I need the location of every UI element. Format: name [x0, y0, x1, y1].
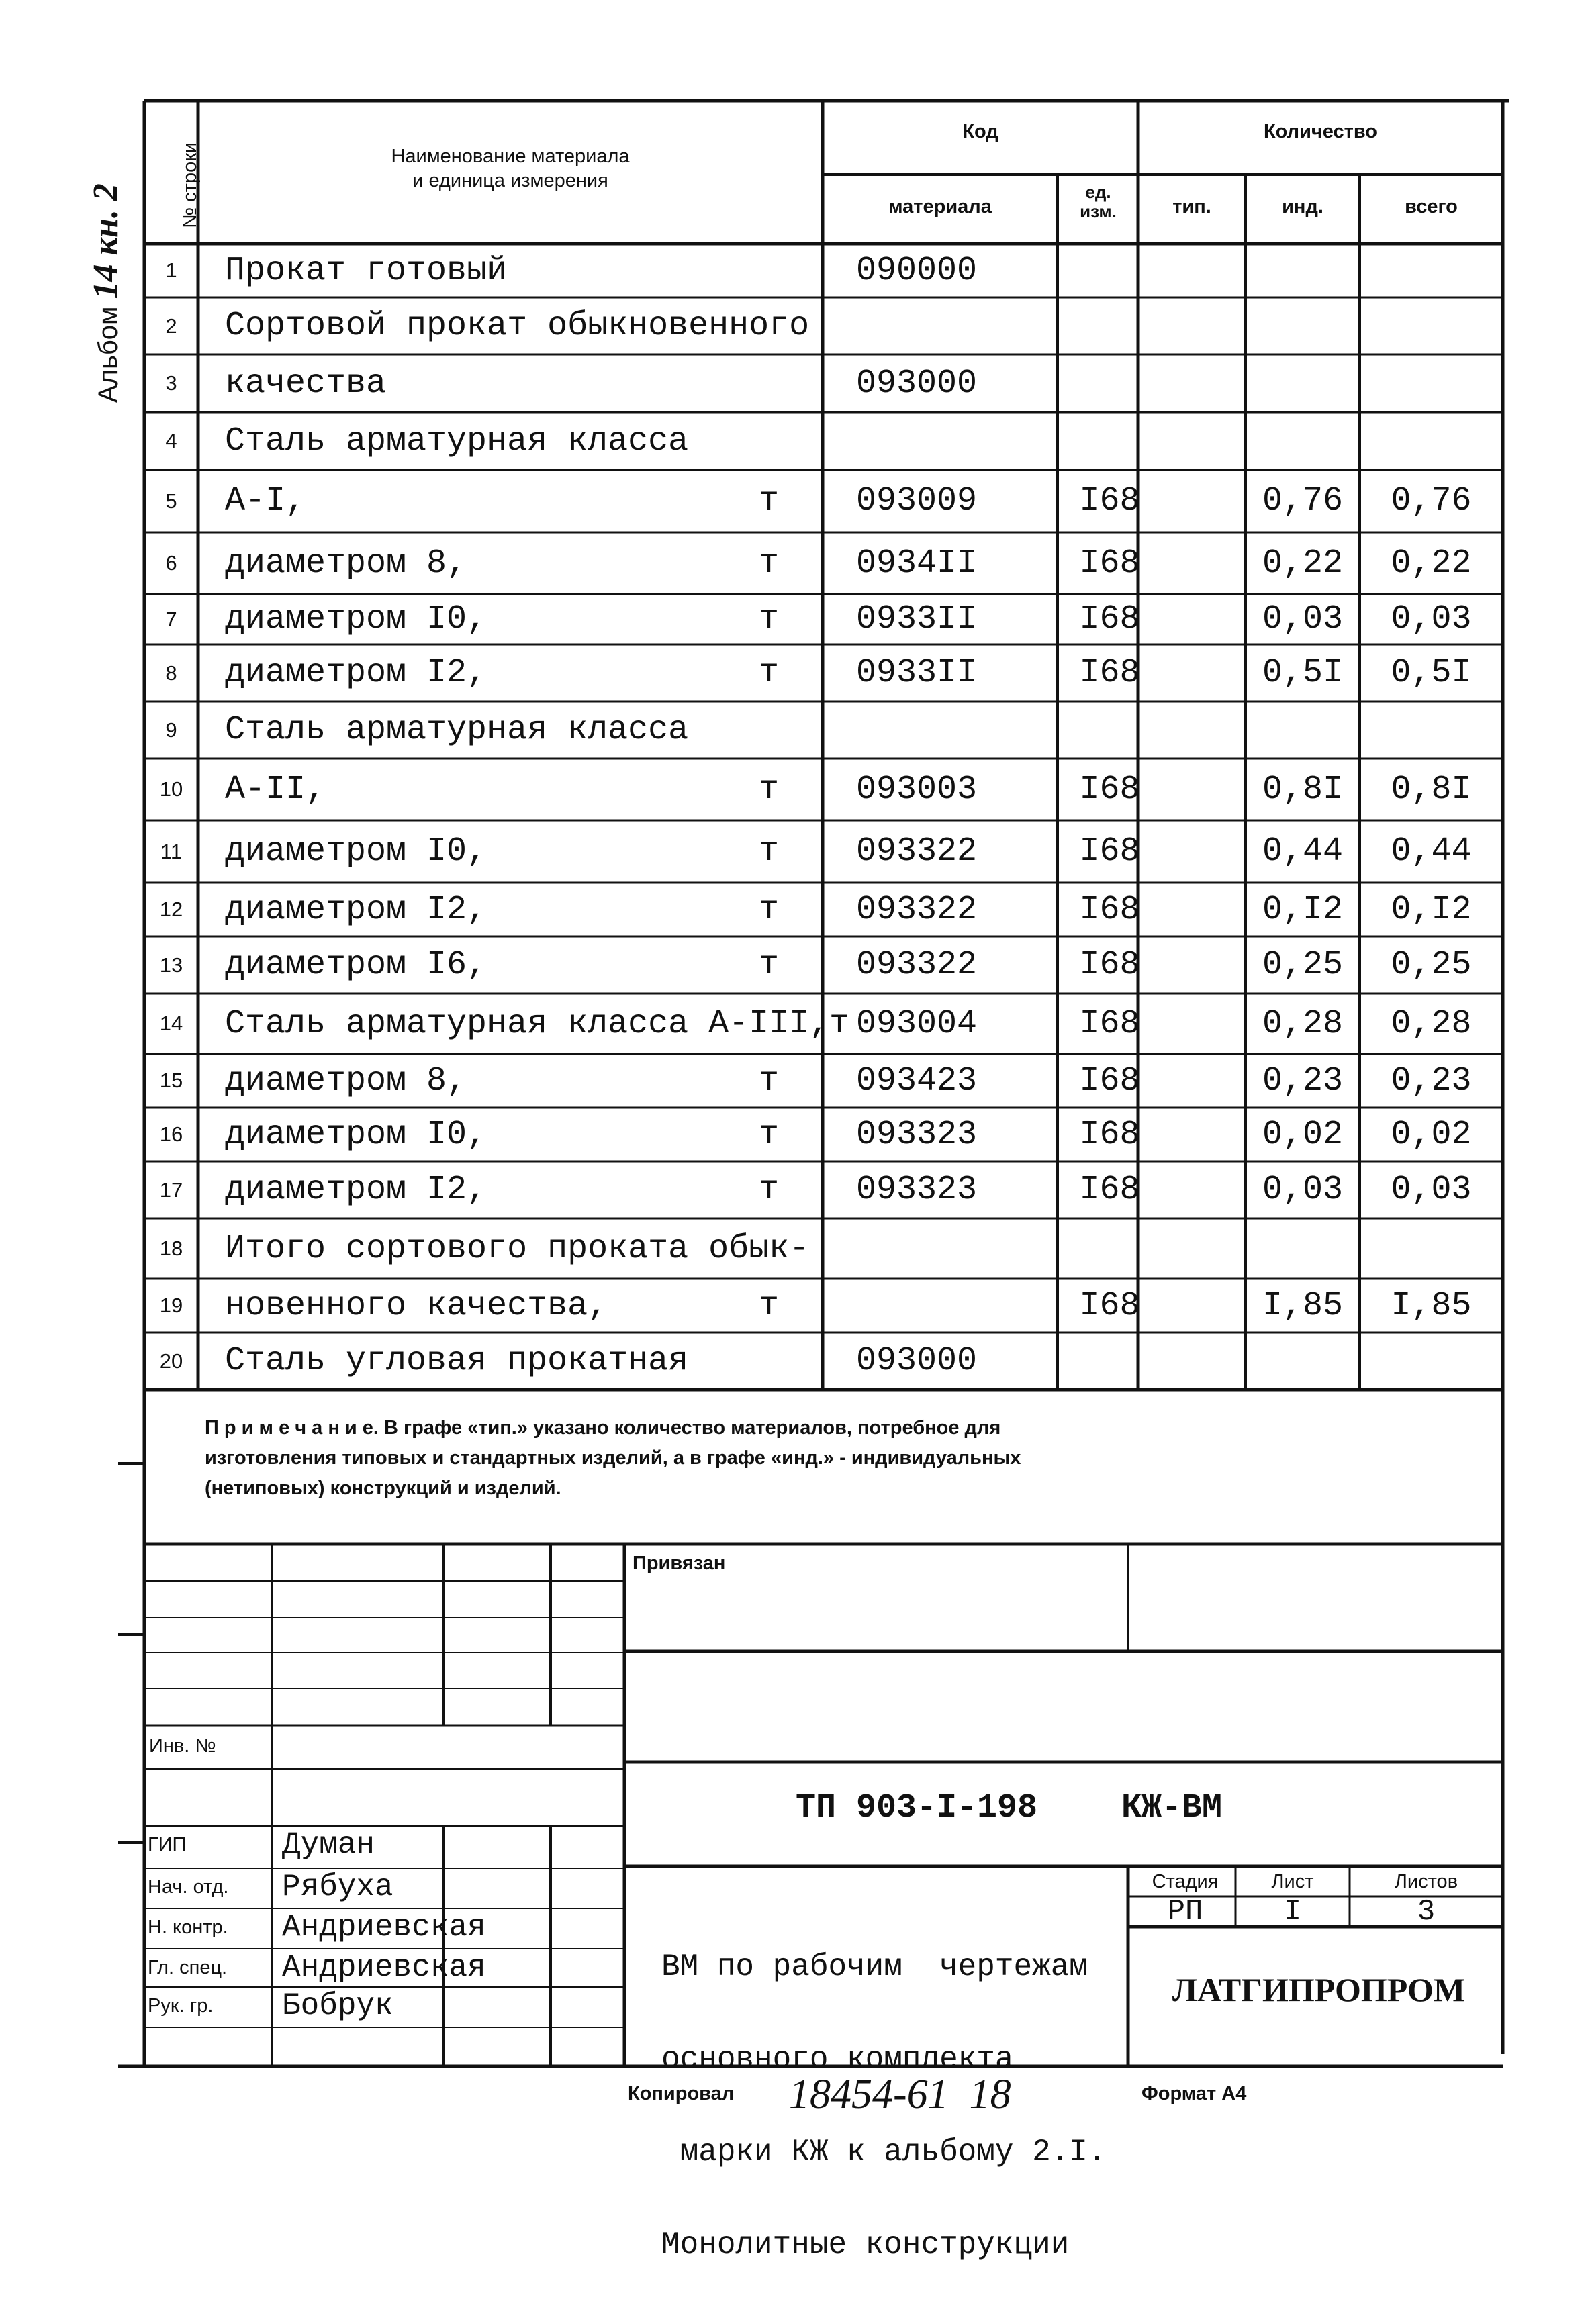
document-code: ТП 903-I-198: [796, 1789, 1038, 1827]
material-code: [856, 1218, 1051, 1279]
row-number: 12: [159, 898, 183, 921]
header-row-number-text: № строки: [179, 142, 201, 228]
signature-name: Андриевская: [282, 1950, 486, 1985]
material-code: 093323: [856, 1171, 978, 1209]
header-code-material: материала: [888, 196, 992, 217]
material-code: 093322: [856, 946, 978, 984]
qty-total: 0,I2: [1391, 890, 1472, 929]
qty-total: 0,23: [1391, 1061, 1472, 1100]
material-code: 093423: [856, 1061, 978, 1100]
material-name: диаметром I2,: [225, 890, 487, 929]
qty-individual: 0,5I: [1262, 654, 1344, 692]
unit: т: [758, 544, 779, 583]
title-line: марки КЖ к альбому 2.I.: [661, 2135, 1107, 2170]
header-qty-total: всего: [1405, 196, 1458, 217]
table-row: [144, 883, 1503, 936]
unit: [735, 1333, 802, 1390]
table-row: [144, 1333, 1503, 1390]
row-number: 1: [165, 258, 177, 282]
qty-individual: [1246, 297, 1360, 354]
unit: т: [758, 770, 779, 809]
header-name: Наименование материала и единица измерения: [391, 146, 630, 192]
row-number: 2: [165, 313, 177, 338]
qty-total: [1360, 412, 1503, 470]
row-number: 3: [165, 371, 177, 395]
unit-code: [1058, 701, 1162, 759]
material-code: 093009: [856, 482, 978, 520]
material-name: Сталь арматурная класса: [225, 711, 689, 749]
title-line: Монолитные конструкции: [661, 2227, 1070, 2262]
copy-number: 18454-61 18: [789, 2072, 1011, 2117]
unit-code: I68: [1079, 1115, 1140, 1154]
qty-total: [1360, 297, 1503, 354]
row-number: 11: [160, 839, 183, 863]
stage-label: Стадия: [1152, 1871, 1219, 1892]
material-code: 0933II: [856, 654, 978, 692]
material-code: 090000: [856, 251, 978, 290]
signature-role: Рук. гр.: [148, 1995, 214, 2017]
unit-code: I68: [1079, 654, 1140, 692]
unit: т: [758, 890, 779, 929]
table-row: [144, 759, 1503, 820]
sheets-label: Листов: [1394, 1871, 1458, 1892]
note-line: П р и м е ч а н и е. В графе «тип.» указано количество материалов, потребное для: [205, 1417, 1001, 1439]
qty-individual: 0,28: [1262, 1004, 1344, 1043]
qty-total: [1360, 1218, 1503, 1279]
material-name: диаметром I0,: [225, 1115, 487, 1154]
material-name: Сталь арматурная класса А-III,т: [225, 1004, 850, 1043]
qty-individual: 0,44: [1262, 832, 1344, 871]
unit: т: [758, 1171, 779, 1209]
qty-total: 0,22: [1391, 544, 1472, 583]
header-qty-ind: инд.: [1282, 196, 1323, 217]
row-number: 18: [159, 1237, 183, 1260]
table-row: [144, 994, 1503, 1054]
unit: [735, 297, 802, 354]
material-name: качества: [225, 364, 387, 403]
unit: т: [758, 946, 779, 984]
qty-individual: 0,25: [1262, 946, 1344, 984]
table-row: [144, 594, 1503, 644]
table-row: [144, 1108, 1503, 1161]
unit: [735, 994, 802, 1054]
signature-name: Думан: [282, 1827, 375, 1862]
unit: [735, 701, 802, 759]
material-name: Итого сортового проката обык-: [225, 1229, 810, 1268]
material-name: Сортовой прокат обыкновенного: [225, 307, 810, 345]
table-row: [144, 1161, 1503, 1218]
qty-individual: 0,02: [1262, 1115, 1344, 1154]
qty-total: 0,44: [1391, 832, 1472, 871]
document-mark: КЖ-ВМ: [1121, 1789, 1223, 1827]
header-code-unit: ед. изм.: [1080, 182, 1117, 222]
qty-total: 0,8I: [1391, 770, 1472, 809]
material-code: [856, 701, 1051, 759]
signature-role: ГИП: [148, 1834, 187, 1855]
unit-code: I68: [1079, 1004, 1140, 1043]
qty-individual: [1246, 1333, 1360, 1390]
material-name: А-II,: [225, 770, 326, 809]
table-row: [144, 532, 1503, 594]
row-number: 8: [165, 661, 177, 685]
signature-name: Бобрук: [282, 1988, 393, 2023]
unit: т: [758, 654, 779, 692]
table-row: [144, 701, 1503, 759]
qty-individual: I,85: [1262, 1286, 1344, 1325]
row-number: 20: [159, 1349, 183, 1373]
qty-individual: 0,I2: [1262, 890, 1344, 929]
note-line: изготовления типовых и стандартных изделий, а в графе «инд.» - индивидуальных: [205, 1447, 1021, 1469]
organization-name: ЛАТГИПРОПРОМ: [1172, 1971, 1466, 2008]
table-row: [144, 936, 1503, 994]
row-number: 5: [165, 489, 177, 513]
unit-code: I68: [1079, 832, 1140, 871]
signature-name: Андриевская: [282, 1910, 486, 1945]
table-row: [144, 644, 1503, 701]
material-name: Прокат готовый: [225, 251, 508, 290]
unit-code: [1058, 1333, 1162, 1390]
qty-total: [1360, 1333, 1503, 1390]
table-row: [144, 244, 1503, 297]
unit-code: I68: [1079, 544, 1140, 583]
row-number: 6: [165, 551, 177, 575]
privyazan-label: Привязан: [633, 1553, 726, 1574]
unit: т: [758, 600, 779, 638]
row-number: 16: [159, 1122, 183, 1146]
note-line: (нетиповых) конструкций и изделий.: [205, 1477, 561, 1499]
material-code: [856, 412, 1051, 470]
material-code: 0934II: [856, 544, 978, 583]
header-quantity: Количество: [1263, 121, 1377, 142]
qty-total: 0,03: [1391, 1171, 1472, 1209]
unit: т: [758, 832, 779, 871]
row-number: 13: [159, 953, 183, 977]
qty-individual: 0,76: [1262, 482, 1344, 520]
unit: [735, 244, 802, 297]
unit-code: [1058, 297, 1162, 354]
material-name: диаметром 8,: [225, 544, 467, 583]
unit-code: I68: [1079, 600, 1140, 638]
stage-value: РП: [1167, 1895, 1203, 1929]
sheet-value: I: [1283, 1895, 1302, 1929]
signature-name: Рябуха: [282, 1870, 393, 1904]
material-name: диаметром 8,: [225, 1061, 467, 1100]
material-name: Сталь арматурная класса: [225, 422, 689, 461]
inventory-number-label: Инв. №: [149, 1735, 216, 1757]
format-label: Формат А4: [1141, 2083, 1247, 2104]
unit-code: I68: [1079, 770, 1140, 809]
unit: [735, 1218, 802, 1279]
qty-total: 0,25: [1391, 946, 1472, 984]
table-row: [144, 412, 1503, 470]
row-number: 14: [159, 1012, 183, 1035]
material-code: 093000: [856, 1342, 978, 1380]
sheets-value: 3: [1417, 1895, 1436, 1929]
qty-individual: 0,22: [1262, 544, 1344, 583]
signature-role: Нач. отд.: [148, 1876, 229, 1898]
material-name: диаметром I2,: [225, 654, 487, 692]
album-number: 14 кн. 2: [87, 183, 125, 299]
qty-total: 0,02: [1391, 1115, 1472, 1154]
qty-individual: [1246, 1218, 1360, 1279]
header-row-number: [151, 117, 201, 232]
album-label-text: Альбом: [93, 306, 123, 403]
table-row: [144, 1279, 1503, 1333]
signature-role: Н. контр.: [148, 1917, 228, 1938]
unit-code: [1058, 354, 1162, 412]
header-code: Код: [962, 121, 998, 142]
unit-code: [1058, 244, 1162, 297]
qty-total: I,85: [1391, 1286, 1472, 1325]
table-row: [144, 1054, 1503, 1108]
material-code: 093323: [856, 1115, 978, 1154]
material-name: диаметром I2,: [225, 1171, 487, 1209]
material-name: диаметром I0,: [225, 832, 487, 871]
copied-label: Копировал: [628, 2083, 735, 2104]
row-number: 17: [159, 1177, 183, 1202]
unit-code: I68: [1079, 890, 1140, 929]
unit-code: I68: [1079, 1171, 1140, 1209]
title-line: ВМ по рабочим чертежам: [661, 1949, 1088, 1984]
row-number: 9: [165, 718, 177, 742]
unit-code: I68: [1079, 1286, 1140, 1325]
table-row: [144, 1218, 1503, 1279]
table-row: [144, 470, 1503, 532]
qty-total: [1360, 244, 1503, 297]
material-name: диаметром I0,: [225, 600, 487, 638]
qty-total: [1360, 354, 1503, 412]
qty-individual: 0,8I: [1262, 770, 1344, 809]
unit-code: [1058, 412, 1162, 470]
material-code: 093322: [856, 832, 978, 871]
material-code: 093000: [856, 364, 978, 403]
note: [205, 1413, 1481, 1504]
material-code: 093003: [856, 770, 978, 809]
unit: т: [758, 1115, 779, 1154]
material-name: Сталь угловая прокатная: [225, 1342, 689, 1380]
material-name: диаметром I6,: [225, 946, 487, 984]
material-code: [856, 297, 1051, 354]
row-number: 4: [165, 429, 177, 452]
qty-individual: [1246, 354, 1360, 412]
qty-total: 0,76: [1391, 482, 1472, 520]
qty-individual: 0,03: [1262, 600, 1344, 638]
table-row: [144, 820, 1503, 883]
row-number: 10: [159, 777, 183, 801]
qty-total: 0,03: [1391, 600, 1472, 638]
qty-total: [1360, 701, 1503, 759]
qty-individual: [1246, 244, 1360, 297]
row-number: 19: [159, 1294, 183, 1317]
qty-individual: 0,03: [1262, 1171, 1344, 1209]
material-code: [856, 1279, 1051, 1333]
material-name: новенного качества,: [225, 1286, 608, 1325]
album-label: [86, 183, 126, 403]
qty-individual: [1246, 701, 1360, 759]
title-line: основного комплекта: [661, 2042, 1014, 2077]
table-row: [144, 354, 1503, 412]
sheet-label: Лист: [1271, 1871, 1314, 1892]
unit: т: [758, 1286, 779, 1325]
qty-individual: 0,23: [1262, 1061, 1344, 1100]
row-number: 7: [165, 607, 177, 631]
qty-individual: [1246, 412, 1360, 470]
unit: [735, 354, 802, 412]
signature-role: Гл. спец.: [148, 1957, 228, 1978]
unit-code: I68: [1079, 946, 1140, 984]
material-code: 093322: [856, 890, 978, 929]
unit-code: I68: [1079, 482, 1140, 520]
unit: т: [758, 482, 779, 520]
material-code: 0933II: [856, 600, 978, 638]
unit-code: [1058, 1218, 1162, 1279]
header-qty-typ: тип.: [1172, 196, 1211, 217]
material-code: 093004: [856, 1004, 978, 1043]
unit: т: [758, 1061, 779, 1100]
qty-total: 0,28: [1391, 1004, 1472, 1043]
material-name: А-I,: [225, 482, 306, 520]
row-number: 15: [159, 1069, 183, 1092]
qty-total: 0,5I: [1391, 654, 1472, 692]
table-row: [144, 297, 1503, 354]
unit-code: I68: [1079, 1061, 1140, 1100]
unit: [735, 412, 802, 470]
